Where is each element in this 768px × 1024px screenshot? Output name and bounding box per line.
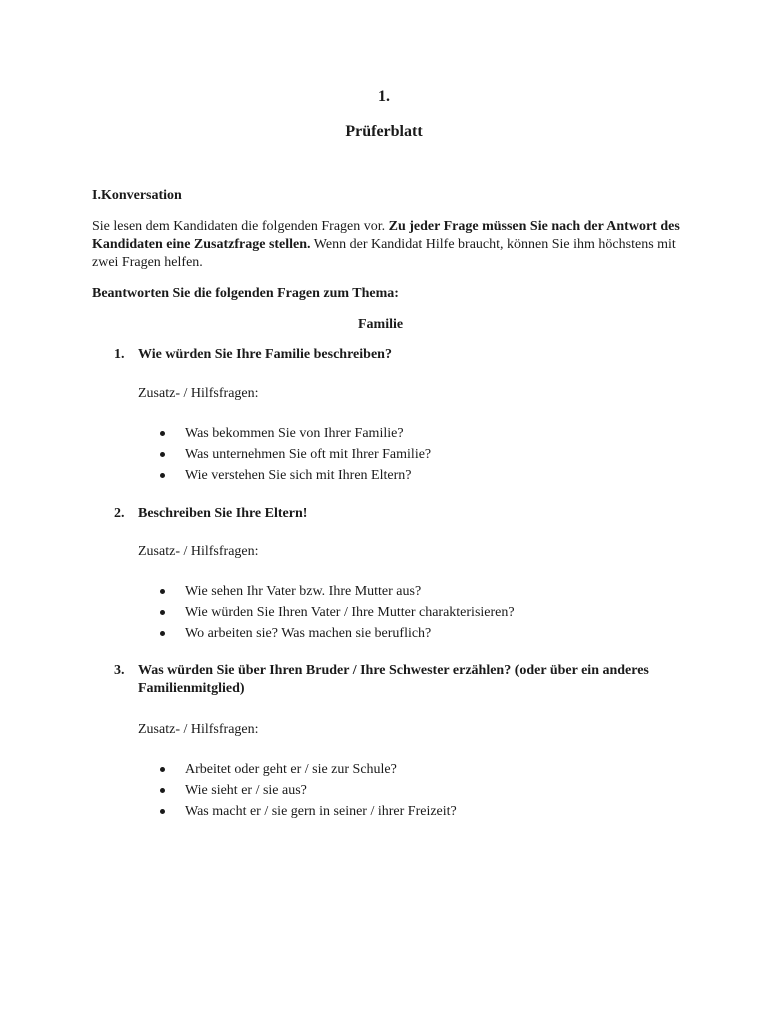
intro-paragraph bbox=[92, 218, 682, 272]
bullet-icon bbox=[160, 431, 165, 436]
intro-text-bold: Zu jeder Frage müssen Sie nach der Antwort des Kandidaten eine Zusatzfrage stellen. bbox=[92, 219, 680, 252]
question-text: Wie würden Sie Ihre Familie beschreiben? bbox=[138, 347, 392, 362]
sub-questions-label: Zusatz- / Hilfsfragen: bbox=[138, 544, 259, 559]
question-number: 1. bbox=[114, 347, 125, 362]
bullet-icon bbox=[160, 809, 165, 814]
section-heading: I.Konversation bbox=[92, 188, 182, 203]
list-item bbox=[160, 583, 515, 604]
sub-question-text: Wie verstehen Sie sich mit Ihren Eltern? bbox=[185, 468, 412, 483]
list-item bbox=[160, 425, 431, 446]
sub-question-text: Wie sehen Ihr Vater bzw. Ihre Mutter aus? bbox=[185, 584, 422, 599]
bullet-icon bbox=[160, 473, 165, 478]
question-text: Beschreiben Sie Ihre Eltern! bbox=[138, 506, 308, 521]
bullet-icon bbox=[160, 767, 165, 772]
sub-question-list bbox=[160, 761, 457, 824]
page-number: 1. bbox=[378, 88, 390, 105]
bullet-icon bbox=[160, 589, 165, 594]
sub-question-text: Arbeitet oder geht er / sie zur Schule? bbox=[185, 762, 397, 777]
list-item bbox=[160, 604, 515, 625]
list-item bbox=[160, 446, 431, 467]
question-2 bbox=[114, 505, 674, 523]
theme-title: Familie bbox=[358, 317, 404, 332]
question-number: 2. bbox=[114, 506, 125, 521]
question-3 bbox=[114, 662, 674, 698]
sub-questions-label: Zusatz- / Hilfsfragen: bbox=[138, 722, 259, 737]
list-item bbox=[160, 803, 457, 824]
sub-question-text: Wie sieht er / sie aus? bbox=[185, 783, 307, 798]
sub-question-text: Was bekommen Sie von Ihrer Familie? bbox=[185, 426, 404, 441]
bullet-icon bbox=[160, 631, 165, 636]
intro-text-start: Sie lesen dem Kandidaten die folgenden Fragen vor. bbox=[92, 219, 389, 234]
sub-question-text: Wo arbeiten sie? Was machen sie beruflich? bbox=[185, 626, 432, 641]
question-1 bbox=[114, 346, 674, 364]
list-item bbox=[160, 625, 515, 646]
list-item bbox=[160, 761, 457, 782]
sub-questions-label: Zusatz- / Hilfsfragen: bbox=[138, 386, 259, 401]
instruction-text: Beantworten Sie die folgenden Fragen zum Thema: bbox=[92, 286, 399, 301]
list-item bbox=[160, 782, 457, 803]
bullet-icon bbox=[160, 788, 165, 793]
sub-question-text: Was unternehmen Sie oft mit Ihrer Familie? bbox=[185, 447, 432, 462]
question-number: 3. bbox=[114, 663, 125, 678]
document-title: Prüferblatt bbox=[345, 123, 423, 140]
intro-text-end: Wenn der Kandidat Hilfe braucht, können Sie ihm höchstens mit zwei Fragen helfen. bbox=[92, 237, 676, 270]
bullet-icon bbox=[160, 452, 165, 457]
sub-question-list bbox=[160, 425, 431, 488]
sub-question-list bbox=[160, 583, 515, 646]
list-item bbox=[160, 467, 431, 488]
question-text: Was würden Sie über Ihren Bruder / Ihre Schwester erzählen? (oder über ein anderes Familienmitglied) bbox=[138, 663, 649, 696]
sub-question-text: Was macht er / sie gern in seiner / ihrer Freizeit? bbox=[185, 804, 457, 819]
bullet-icon bbox=[160, 610, 165, 615]
sub-question-text: Wie würden Sie Ihren Vater / Ihre Mutter charakterisieren? bbox=[185, 605, 515, 620]
